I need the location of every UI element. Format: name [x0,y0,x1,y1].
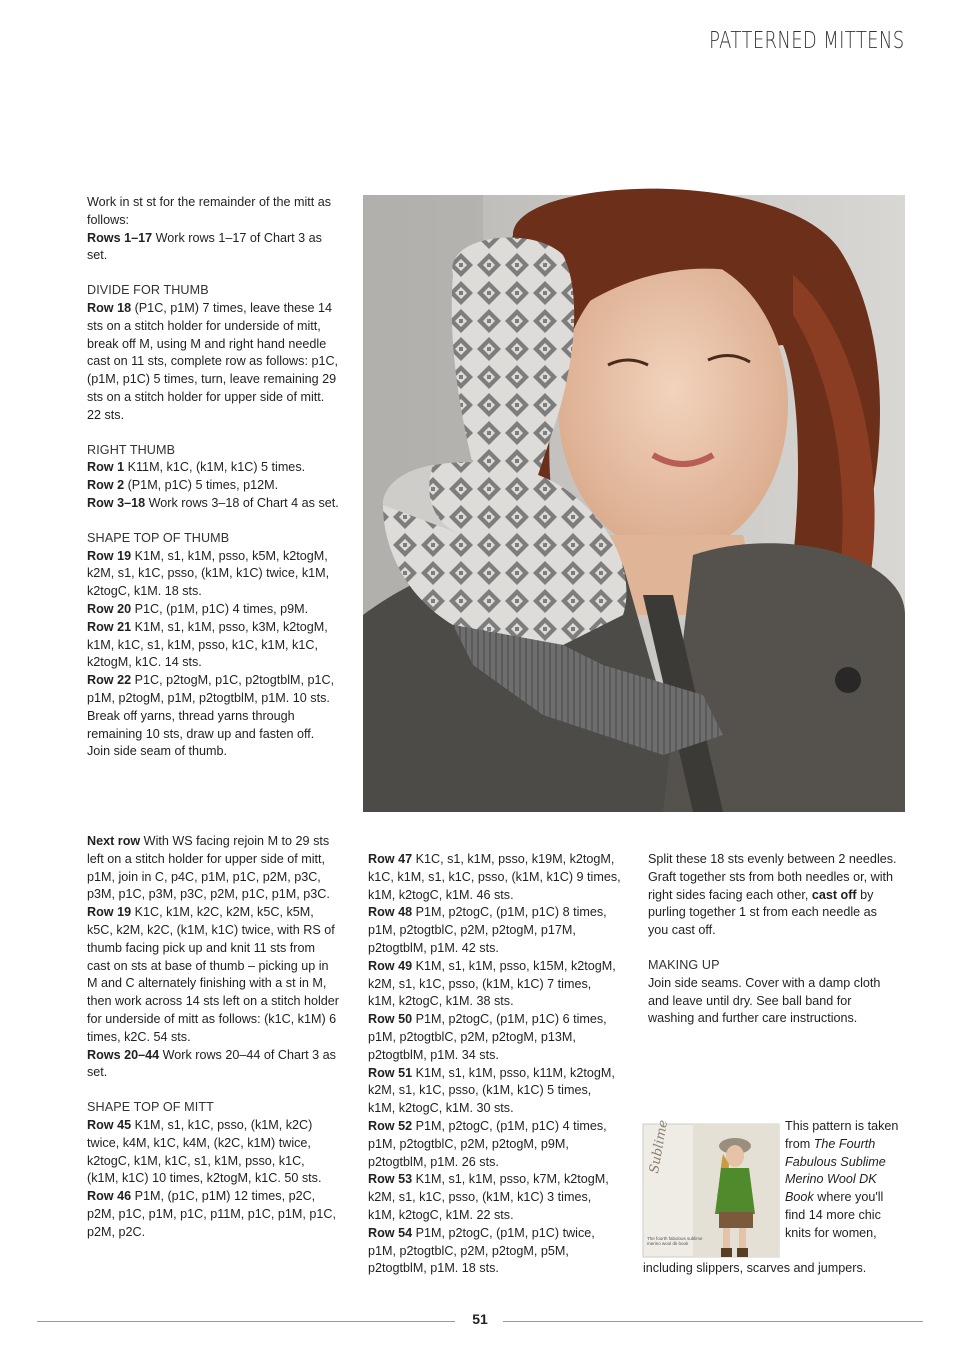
row-text: With WS facing rejoin M to 29 sts left on a stitch holder for upper side of mitt, p1M, join in C, p4C, p1M, p1C, p2M, p3C, p3M, p1C, p3M, p3C, p2M, p1C, p1M, p3C. [87,834,330,902]
row-label: Row 22 [87,673,132,688]
row-46 [87,1188,339,1239]
next-row [87,833,339,904]
row-45 [87,1117,339,1188]
row-label: Row 46 [87,1189,132,1204]
graft-text-a: Graft together sts from both needles or, with right sides facing each other, [648,869,893,902]
row-48 [368,904,622,957]
row-text: (P1C, p1M) 7 times, leave these 14 sts on a stitch holder for underside of mitt, break off M, using M and right hand needle cast on 11 sts, complete row as follows: p1C, (p1M, p1C) 5 times, turn, leave remaining 29 sts on a stitch holder for upper side of mitt. 22 sts. [87,300,339,422]
row-text: P1M, p2togC, (p1M, p1C) 4 times, p1M, p2togtblC, p2M, p2togM, p9M, p2togtblM, p1M. 26 sts. [368,1118,607,1169]
row-label: Rows 20–44 [87,1047,160,1062]
column-1-top [87,194,339,761]
row-label: Row 54 [368,1225,413,1240]
row-1 [87,459,339,477]
mitten-model-image [363,195,905,812]
book-promo-text [785,1118,900,1243]
column-2 [368,851,622,1278]
row-label: Row 18 [87,300,132,315]
row-52 [368,1118,622,1171]
footer-rule-left [37,1321,455,1322]
row-label: Row 3–18 [87,495,146,510]
row-19-mitt [87,904,339,1046]
row-text: Work rows 3–18 of Chart 4 as set. [145,495,339,510]
row-text: K11M, k1C, (k1M, k1C) 5 times. [124,460,306,475]
row-label: Row 47 [368,852,413,866]
row-label: Row 2 [87,478,125,493]
split-instruction: Split these 18 sts evenly between 2 needles. [648,852,897,866]
row-50 [368,1011,622,1064]
rows-text: Work rows 1–17 of Chart 3 as set. [87,230,322,263]
row-label: Row 20 [87,601,132,616]
row-22 [87,672,339,708]
row-label: Next row [87,834,141,848]
row-text: K1M, s1, k1M, psso, k11M, k2togM, k2M, s1, k1C, psso, (k1M, k1C) 5 times, k1M, k2togC, k1M. 30 sts. [368,1065,615,1116]
book-promo-tail: including slippers, scarves and jumpers. [643,1261,867,1275]
page-number: 51 [472,1311,488,1327]
row-20 [87,601,339,619]
row-text: P1C, (p1M, p1C) 4 times, p9M. [131,601,309,616]
row-label: Row 52 [368,1118,413,1133]
section-heading-shape-thumb: SHAPE TOP OF THUMB [87,530,230,545]
row-3-18 [87,495,339,513]
row-text: K1M, s1, k1C, psso, (k1M, k2C) twice, k4M, k1C, k4M, (k2C, k1M) twice, k2togC, k1M, k1C, s1, k1M, psso, k1C, (k1M, k1C) 10 times, k2togM, k1C. 50 sts. [87,1117,322,1186]
graft-text-b: by purling together 1 st from each needle as you cast off. [648,887,877,938]
page-header-title: PATTERNED MITTENS [708,28,904,54]
book-cover-image [643,1118,779,1257]
row-53 [368,1171,622,1224]
row-49 [368,958,622,1011]
row-label: Row 19 [87,548,132,563]
row-19 [87,548,339,601]
row-label: Row 53 [368,1172,413,1187]
thumb-finish: Break off yarns, thread yarns through remaining 10 sts, draw up and fasten off. [87,708,315,741]
row-2 [87,477,339,495]
row-21 [87,619,339,672]
section-heading-making-up: MAKING UP [648,957,720,972]
graft-bold: cast off [811,887,857,902]
row-label: Row 50 [368,1012,413,1027]
book-title: The Fourth Fabulous Sublime Merino Wool DK Book [785,1136,886,1205]
intro-rows [87,230,339,266]
book-cover-caption: The fourth fabulous sublime merino wool dk book [647,1236,703,1246]
row-label: Row 19 [87,905,132,920]
thumb-join: Join side seam of thumb. [87,744,228,759]
row-label: Row 21 [87,619,132,634]
row-label: Row 51 [368,1065,413,1080]
rows-20-44 [87,1047,339,1083]
row-text: K1M, s1, k1M, psso, k7M, k2togM, k2M, s1, k1C, psso, (k1M, k1C) 3 times, k1M, k2togC, k1M. 22 sts. [368,1172,609,1222]
model-photo [363,195,905,812]
row-text: K1C, k1M, k2C, k2M, k5C, k5M, k5C, k2M, k2C, (k1M, k1C) twice, with RS of thumb facing pick up and knit 11 sts from cast on sts at base of thumb – picking up in M and C alternately finishing with a st in M, then work across 14 sts left on a stitch holder for underside of mitt as follows: (k1C, k1M) 6 times, k2C. 54 sts. [87,905,339,1044]
row-text: K1M, s1, k1M, psso, k5M, k2togM, k2M, s1, k1C, psso, (k1M, k1C) twice, k1M, k2togC, k1M. 18 sts. [87,548,330,599]
row-text: P1C, p2togM, p1C, p2togtblM, p1C, p1M, p2togM, p1M, p2togtblM, p1M. 10 sts. [87,673,335,705]
section-heading-right-thumb: RIGHT THUMB [87,442,176,457]
book-cover-brand: Sublime [647,1118,672,1175]
graft-instruction [648,869,900,940]
row-51 [368,1065,622,1118]
row-label: Row 1 [87,460,125,475]
row-text: K1M, s1, k1M, psso, k3M, k2togM, k1M, k1C, s1, k1M, psso, k1C, k1M, k1C, k2togM, k1C. 14 sts. [87,619,328,670]
footer-rule-right [503,1321,923,1322]
row-text: P1M, p2togC, (p1M, p1C) twice, p1M, p2togtblC, p2M, p2togM, p5M, p2togtblM, p1M. 18 sts. [368,1225,595,1276]
row-text: K1C, s1, k1M, psso, k19M, k2togM, k1C, k1M, s1, k1C, psso, (k1M, k1C) 9 times, k1M, k2togC, k1M. 46 sts. [368,852,621,902]
row-label: Row 49 [368,958,413,973]
row-label: Row 48 [368,905,413,920]
row-text: P1M, p2togC, (p1M, p1C) 6 times, p1M, p2togtblC, p2M, p2togM, p13M, p2togtblM, p1M. 34 sts. [368,1012,607,1062]
rows-label: Rows 1–17 [87,230,153,245]
row-47 [368,851,622,904]
column-3 [648,851,900,1028]
intro-text: Work in st st for the remainder of the mitt as follows: [87,195,332,227]
column-1-bottom [87,833,339,1239]
row-text: (P1M, p1C) 5 times, p12M. [124,478,279,493]
book-text-a: This pattern is taken from [785,1119,899,1151]
section-heading-shape-mitt: SHAPE TOP OF MITT [87,1100,214,1115]
row-text: Work rows 20–44 of Chart 3 as set. [87,1047,336,1080]
row-54 [368,1225,622,1278]
row-label: Row 45 [87,1117,132,1132]
row-text: K1M, s1, k1M, psso, k15M, k2togM, k2M, s1, k1C, psso, (k1M, k1C) 7 times, k1M, k2togC, k1M. 38 sts. [368,958,616,1009]
row-text: P1M, p2togC, (p1M, p1C) 8 times, p1M, p2togtblC, p2M, p2togM, p17M, p2togtblM, p1M. 42 sts. [368,905,607,955]
making-up-text: Join side seams. Cover with a damp cloth and leave until dry. See ball band for washing and further care instructions. [648,975,881,1026]
row-text: P1M, (p1C, p1M) 12 times, p2C, p2M, p1C, p1M, p1C, p11M, p1C, p1M, p1C, p2M, p2C. [87,1189,336,1239]
book-text-b: where you'll find 14 more chic knits for women, [785,1190,884,1240]
row-18 [87,300,339,425]
section-heading-divide-thumb: DIVIDE FOR THUMB [87,283,209,298]
